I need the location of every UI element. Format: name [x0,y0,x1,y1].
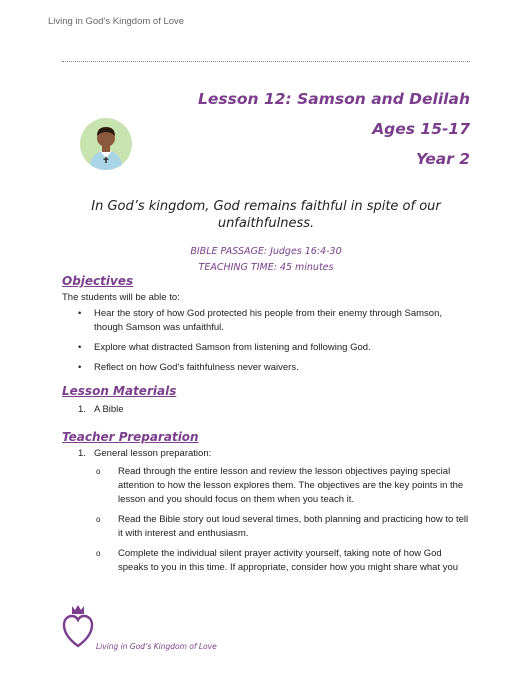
materials-list [78,403,468,417]
lesson-title-block [198,84,470,174]
sub-bullet-mark: o [96,549,101,558]
lesson-ages: Ages 15-17 [372,120,470,138]
bible-passage: BIBLE PASSAGE: Judges 16:4-30 [190,246,342,257]
crown-heart-logo-icon [62,604,94,650]
objectives-intro: The students will be able to: [62,292,180,303]
preparation-subitem: o Read the Bible story out loud several times, both planning and practicing how to tell it with interest and enthusiasm. [96,514,469,539]
material-item: 1. A Bible [78,404,124,415]
lesson-theme: In God’s kingdom, God remains faithful in spite of our unfaithfulness. [91,199,441,231]
objective-item: • Hear the story of how God protected his people from their enemy through Samson, though Samson was unfaithful. [78,308,442,333]
teaching-time: TEACHING TIME: 45 minutes [198,262,334,273]
objective-item: • Explore what distracted Samson from listening and following God. [78,342,371,353]
bullet-mark: • [78,342,82,353]
running-header: Living in God’s Kingdom of Love [48,16,185,27]
header-divider [62,61,470,62]
preparation-subitem: o Read through the entire lesson and review the lesson objectives paying special attention to how the lesson explores them. The objectives are the key points in the lesson and you should focus on them when you teach it. [96,466,464,505]
sub-bullet-mark: o [96,515,101,524]
student-avatar-icon [80,118,132,170]
materials-heading: Lesson Materials [62,384,177,398]
lesson-title: Lesson 12: Samson and Delilah [198,90,470,108]
objective-item: • Reflect on how God’s faithfulness never waivers. [78,362,299,373]
preparation-sublist [92,465,470,575]
preparation-list [78,447,470,581]
passage-info [62,244,470,276]
objectives-list [76,307,472,381]
objectives-heading: Objectives [62,274,134,288]
bullet-mark: • [78,308,82,319]
bullet-mark: • [78,362,82,373]
sub-bullet-mark: o [96,467,101,476]
lesson-year: Year 2 [415,150,470,168]
preparation-subitem: o Complete the individual silent prayer activity yourself, taking note of how God speaks to you in this time. If appropriate, consider how you might share what you [96,548,459,573]
preparation-heading: Teacher Preparation [62,430,199,444]
preparation-item: 1. General lesson preparation: o Read through the entire lesson and review the lesson objectives paying special attention to how the lesson explores them. The objectives are the key points in the lesson and you should focus on them when you teach it. o Read the Bible story out loud several times, both planning and practicing how to tell it with interest and enthusiasm. o Complete the individual silent prayer activity yourself, taking note of how God speaks to you in this time. If appropriate, consider how you might share what you [78,448,469,573]
footer-text: Living in God’s Kingdom of Love [96,642,217,651]
